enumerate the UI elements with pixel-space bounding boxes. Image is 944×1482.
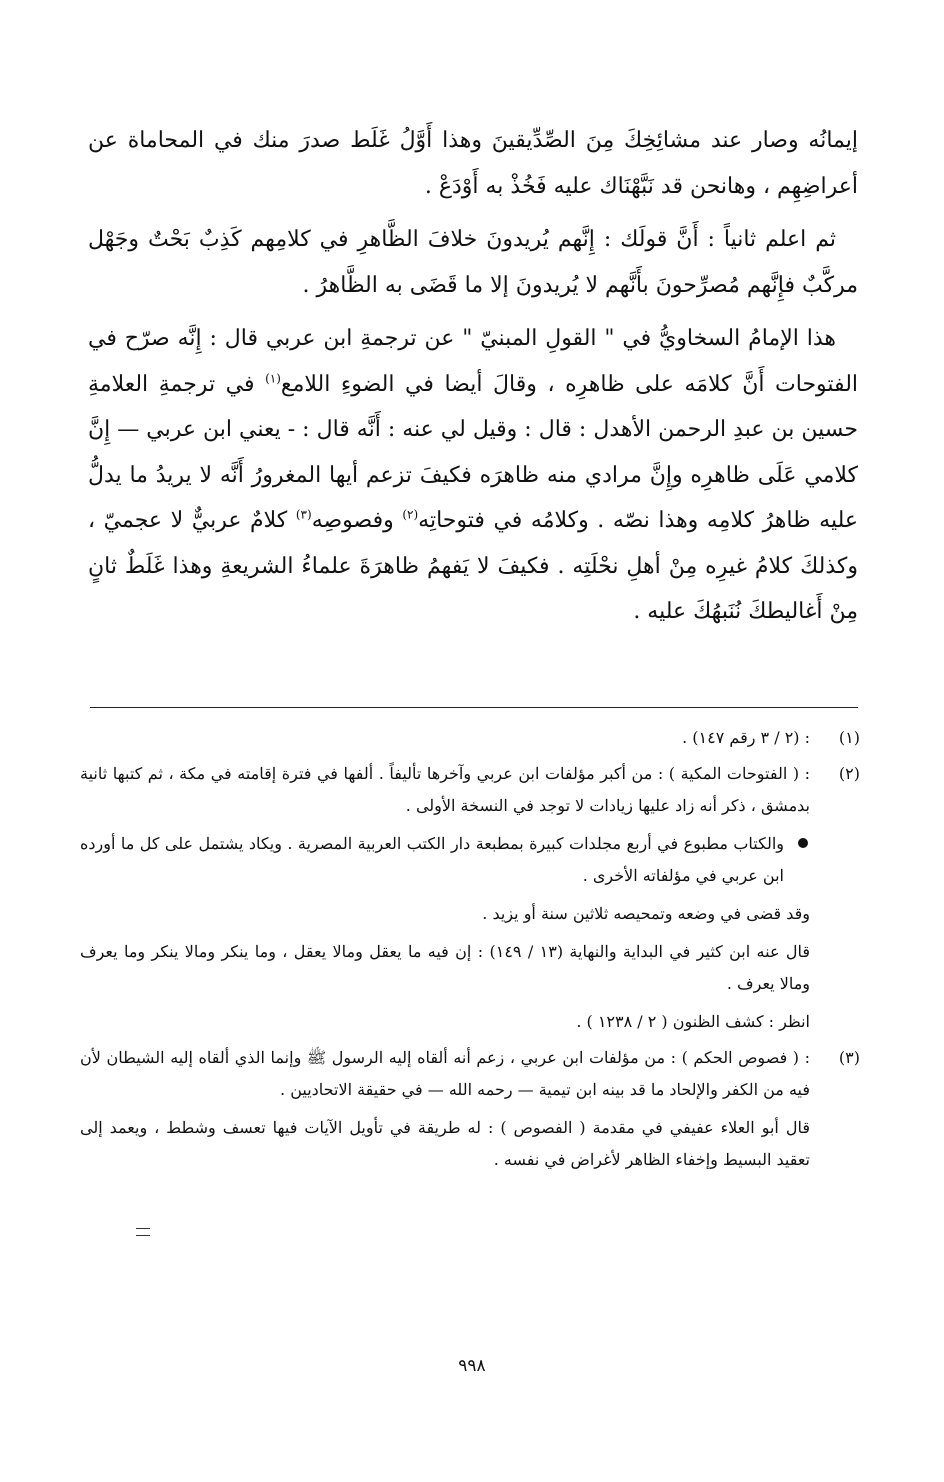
paragraph-2: ثم اعلم ثانياً : أَنَّ قولَك : إِنَّهم يُريدونَ خلافَ الظَّاهرِ في كلامِهم كَذِبٌ بَحْتٌ وجَهْل مركَّبٌ فإِنَّهم مُصرِّحونَ بأَنَّهم لا يُريدونَ إلا ما قَضَى به الظَّاهرُ . <box>88 227 858 298</box>
footnote-ref-3[interactable]: (٣) <box>295 507 312 522</box>
footnotes <box>80 722 860 1180</box>
footnote-3-text: : ( فصوص الحكم ) : من مؤلفات ابن عربي ، زعم أنه ألقاه إليه الرسول ﷺ وإنما الذي ألقاه إليه الشيطان لأن فيه من الكفر والإلحاد ما قد بينه ابن تيمية — رحمه الله — في حقيقة الاتحاديين . <box>80 1048 810 1099</box>
footnote-3-line-2: قال أبو العلاء عفيفي في مقدمة ( الفصوص ) : له طريقة في تأويل الآيات فيها تعسف وشطط ، ويعمد إلى تعقيد البسيط وإخفاء الظاهر لأغراض في نفسه . <box>80 1118 810 1169</box>
footnote-1 <box>80 722 860 754</box>
footnote-1-number: (١) <box>838 728 860 747</box>
footnote-2-line-4: قال عنه ابن كثير في البداية والنهاية (١٣ / ١٤٩) : إن فيه ما يعقل ومالا يعقل ، وما ينكر ومالا ينكر وما يعرف ومالا يعرف . <box>80 942 811 993</box>
footnote-2-text: : ( الفتوحات المكية ) : من أكبر مؤلفات ابن عربي وآخرها تأليفاً . ألفها في فترة إقامته في مكة ، ثم كتبها ثانية بدمشق ، ذكر أنه زاد عليها زيادات لا توجد في النسخة الأولى . <box>80 764 811 815</box>
main-text <box>88 118 858 643</box>
footnote-separator <box>90 707 858 708</box>
footnote-3-number: (٣) <box>838 1048 860 1067</box>
footnote-ref-2[interactable]: (٢) <box>402 507 419 522</box>
footnote-2-bullet-item <box>80 828 810 892</box>
footnote-2 <box>80 758 860 1038</box>
paragraph-3 <box>88 316 858 635</box>
footnote-2-number: (٢) <box>838 764 860 783</box>
footnote-1-text: : (٢ / ٣ رقم ١٤٧) . <box>682 728 810 747</box>
paragraph-1: إيمانُه وصار عند مشائِخِكَ مِنَ الصِّدِّيقينَ وهذا أَوَّلُ غَلَط صدرَ منك في المحاماة عن أعراضِهِم ، وهانحن قد نَبَّهْنَاك عليه فَخُذْ به أَوْدَعْ . <box>88 128 858 199</box>
footnote-2-bullet-text: والكتاب مطبوع في أربع مجلدات كبيرة بمطبعة دار الكتب العربية المصرية . ويكاد يشتمل على كل ما أورده ابن عربي في مؤلفاته الأخرى . <box>80 834 785 885</box>
footnote-2-line-5: انظر : كشف الظنون ( ٢ / ١٢٣٨ ) . <box>576 1012 810 1031</box>
paragraph-3-part-d: كلامٌ عربيٌّ لا عجميّ ، وكذلكَ كلامُ غيرِه مِنْ أهلِ نحْلَتِه . فكيفَ لا يَفهمُ ظاهرَةَ علماءُ الشريعةِ وهذا غَلَطٌ ثانٍ مِنْ أَغاليطكَ نُنَبهُكَ عليه . <box>88 508 858 624</box>
footnote-3 <box>80 1042 860 1176</box>
page-number: ٩٩٨ <box>458 1356 486 1376</box>
paragraph-3-part-a: هذا الإمامُ السخاويُّ في " القولِ المبنيّ " عن ترجمةِ ابن عربي قال : إِنَّه صرّح في الفتوحات أَنَّ كلامَه على ظاهرِه ، وقالَ أيضا في الضوءِ اللامع <box>88 326 859 397</box>
footnote-ref-1[interactable]: (١) <box>265 371 281 386</box>
footnote-2-line-3: وقد قضى في وضعه وتمحيصه ثلاثين سنة أو يزيد . <box>482 904 810 923</box>
bullet-icon <box>798 838 808 848</box>
paragraph-3-part-c: وفصوصِه <box>311 508 403 533</box>
end-mark <box>136 1228 150 1236</box>
paragraph-3-part-b: في ترجمةِ العلامةِ حسين بن عبدِ الرحمن الأهدل : قال : وقيل لي عنه : أَنَّه قال : - يعني ابن عربي — إِنَّ كلامي عَلَى ظاهرِه وإِنَّ مرادي منه ظاهرَه فكيفَ تزعم أيها المغرورُ أَنَّه لا يريدُ ما يدلُّ عليه ظاهرُ كلامِه وهذا نصّه . وكلامُه في فتوحاتِه <box>88 371 858 533</box>
